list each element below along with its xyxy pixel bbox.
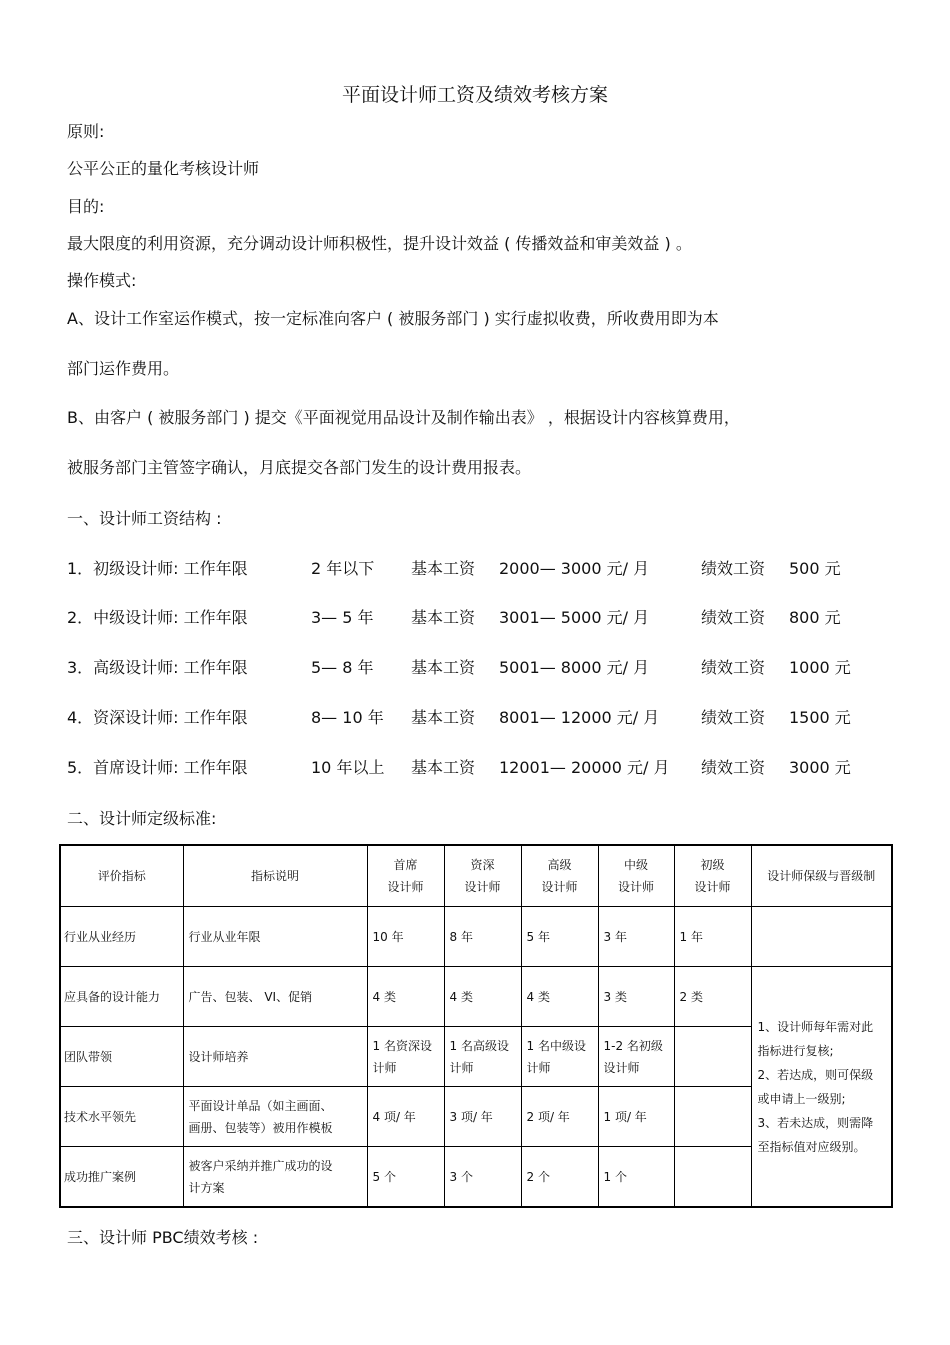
cell-senior-line2: 计师 (449, 1060, 474, 1075)
salary-base-label: 基本工资 (411, 658, 476, 677)
cell-mid-line1: 1 个 (603, 1169, 627, 1184)
salary-years: 2 年以下 (311, 559, 375, 578)
section-heading-pbc: 三、设计师 PBC绩效考核 : (67, 1228, 259, 1247)
header-senior-line2: 设计师 (464, 880, 501, 894)
cell-description (183, 1147, 367, 1208)
salary-base: 2000— 3000 元/ 月 (499, 559, 650, 578)
header-senior-line1: 资深 (470, 858, 495, 872)
purpose-label: 目的: (67, 197, 105, 216)
cell-high-line1: 2 个 (526, 1169, 550, 1184)
header-chief-line1: 首席 (393, 858, 418, 872)
salary-perf-label: 绩效工资 (701, 658, 766, 677)
mode-b-line2: 被服务部门主管签字确认，月底提交各部门发生的设计费用报表。 (67, 458, 532, 477)
cell-chief (367, 1147, 444, 1208)
salary-base-label: 基本工资 (411, 758, 476, 777)
cell-chief (367, 967, 444, 1027)
cell-mid-line2: 设计师 (603, 1060, 640, 1075)
cell-senior-line1: 3 个 (449, 1169, 473, 1184)
header-high-line2: 设计师 (541, 880, 578, 894)
rule-note-line: 或申请上一级别; (757, 1091, 846, 1106)
purpose-text: 最大限度的利用资源，充分调动设计师积极性，提升设计效益 ( 传播效益和审美效益 ) 。 (67, 234, 692, 253)
salary-perf: 800 元 (789, 608, 841, 627)
salary-perf: 1500 元 (789, 708, 851, 727)
cell-mid-line1: 3 类 (603, 989, 627, 1004)
salary-base-label: 基本工资 (411, 608, 476, 627)
cell-indicator: 行业从业经历 (60, 907, 183, 967)
salary-years: 8— 10 年 (311, 708, 384, 727)
salary-row (67, 707, 927, 729)
mode-a-line2: 部门运作费用。 (67, 359, 180, 378)
salary-perf: 500 元 (789, 559, 841, 578)
cell-chief-line1: 4 项/ 年 (372, 1109, 416, 1124)
cell-description-line1: 平面设计单品（如主画面、 (188, 1098, 333, 1113)
cell-high-line1: 2 项/ 年 (526, 1109, 570, 1124)
document-title: 平面设计师工资及绩效考核方案 (341, 84, 608, 106)
cell-chief (367, 907, 444, 967)
principle-label: 原则: (67, 122, 105, 141)
cell-senior (444, 967, 521, 1027)
grading-standard-table (59, 844, 893, 1208)
salary-perf: 3000 元 (789, 758, 851, 777)
cell-chief-line1: 4 类 (372, 989, 396, 1004)
cell-mid (598, 967, 674, 1027)
cell-description-line2: 画册、包装等）被用作模板 (188, 1120, 333, 1135)
cell-senior-line1: 1 名高级设 (449, 1038, 509, 1053)
cell-mid (598, 907, 674, 967)
salary-base: 12001— 20000 元/ 月 (499, 758, 670, 777)
table-header-row (60, 845, 892, 907)
cell-senior (444, 907, 521, 967)
cell-senior (444, 1087, 521, 1147)
salary-years: 10 年以上 (311, 758, 385, 777)
cell-description (183, 1027, 367, 1087)
header-mid-line2: 设计师 (617, 880, 654, 894)
cell-rule-empty (751, 907, 892, 967)
rule-note-line: 指标进行复核; (757, 1043, 834, 1058)
header-senior (444, 845, 521, 907)
cell-junior (674, 1027, 751, 1087)
cell-junior: 2 类 (674, 967, 751, 1027)
cell-senior-line1: 3 项/ 年 (449, 1109, 493, 1124)
cell-senior-line1: 4 类 (449, 989, 473, 1004)
header-high (521, 845, 598, 907)
header-junior-line1: 初级 (700, 858, 725, 872)
salary-level: 3．高级设计师: 工作年限 (67, 658, 248, 677)
cell-description-line1: 广告、包装、 VI、促销 (188, 989, 313, 1004)
cell-senior-line1: 8 年 (449, 929, 473, 944)
cell-mid-line1: 1 项/ 年 (603, 1109, 647, 1124)
cell-high (521, 1087, 598, 1147)
cell-chief-line2: 计师 (372, 1060, 397, 1075)
cell-chief-line1: 1 名资深设 (372, 1038, 432, 1053)
header-junior (674, 845, 751, 907)
cell-chief-line1: 5 个 (372, 1169, 396, 1184)
rule-note-cell (751, 967, 892, 1208)
rule-note-line: 3、若未达成，则需降 (757, 1115, 874, 1130)
cell-description-line1: 行业从业年限 (188, 929, 261, 944)
salary-level: 4．资深设计师: 工作年限 (67, 708, 248, 727)
header-mid-line1: 中级 (623, 858, 648, 872)
cell-junior: 1 年 (674, 907, 751, 967)
cell-indicator: 应具备的设计能力 (60, 967, 183, 1027)
mode-b-line1: B、由客户 ( 被服务部门 ) 提交《平面视觉用品设计及制作输出表》 ，根据设计内容核算费用， (67, 408, 740, 427)
cell-junior (674, 1087, 751, 1147)
cell-high-line2: 计师 (526, 1060, 551, 1075)
cell-high-line1: 4 类 (526, 989, 550, 1004)
cell-senior (444, 1027, 521, 1087)
salary-row (67, 558, 927, 580)
header-description: 指标说明 (183, 845, 367, 907)
rule-note-line: 2、若达成，则可保级 (757, 1067, 874, 1082)
rule-note-line: 1、设计师每年需对此 (757, 1019, 874, 1034)
salary-base-label: 基本工资 (411, 708, 476, 727)
header-indicator: 评价指标 (60, 845, 183, 907)
cell-description (183, 967, 367, 1027)
cell-indicator: 成功推广案例 (60, 1147, 183, 1208)
cell-indicator: 技术水平领先 (60, 1087, 183, 1147)
cell-chief (367, 1087, 444, 1147)
mode-label: 操作模式: (67, 271, 137, 290)
salary-perf-label: 绩效工资 (701, 758, 766, 777)
cell-description-line2: 计方案 (188, 1180, 225, 1195)
salary-base-label: 基本工资 (411, 559, 476, 578)
salary-level: 5．首席设计师: 工作年限 (67, 758, 248, 777)
salary-base: 3001— 5000 元/ 月 (499, 608, 650, 627)
cell-high-line1: 5 年 (526, 929, 550, 944)
header-junior-line2: 设计师 (694, 880, 731, 894)
cell-description-line1: 设计师培养 (188, 1049, 249, 1064)
section-heading-salary: 一、设计师工资结构 : (67, 509, 222, 528)
mode-a-line1: A、设计工作室运作模式，按一定标准向客户 ( 被服务部门 ) 实行虚拟收费，所收费用即为本 (67, 309, 719, 328)
cell-indicator: 团队带领 (60, 1027, 183, 1087)
cell-mid-line1: 3 年 (603, 929, 627, 944)
header-chief-line2: 设计师 (387, 880, 424, 894)
header-chief (367, 845, 444, 907)
cell-senior (444, 1147, 521, 1208)
cell-mid (598, 1027, 674, 1087)
cell-chief-line1: 10 年 (372, 929, 404, 944)
salary-base: 8001— 12000 元/ 月 (499, 708, 660, 727)
cell-mid-line1: 1-2 名初级 (603, 1038, 663, 1053)
salary-years: 3— 5 年 (311, 608, 374, 627)
salary-perf-label: 绩效工资 (701, 559, 766, 578)
cell-description (183, 1087, 367, 1147)
salary-row (67, 607, 927, 629)
rule-note-line: 至指标值对应级别。 (757, 1139, 866, 1154)
salary-row (67, 757, 927, 779)
cell-high (521, 967, 598, 1027)
cell-description-line1: 被客户采纳并推广成功的设 (188, 1158, 333, 1173)
cell-mid (598, 1147, 674, 1208)
salary-level: 1．初级设计师: 工作年限 (67, 559, 248, 578)
cell-high (521, 907, 598, 967)
cell-description (183, 907, 367, 967)
cell-mid (598, 1087, 674, 1147)
salary-row (67, 657, 927, 679)
table-row (60, 907, 892, 967)
cell-high (521, 1027, 598, 1087)
salary-perf-label: 绩效工资 (701, 608, 766, 627)
header-rule: 设计师保级与晋级制 (751, 845, 892, 907)
header-high-line1: 高级 (547, 858, 572, 872)
section-heading-grading: 二、设计师定级标准: (67, 809, 217, 828)
principle-text: 公平公正的量化考核设计师 (67, 159, 260, 178)
salary-perf-label: 绩效工资 (701, 708, 766, 727)
cell-junior (674, 1147, 751, 1208)
salary-years: 5— 8 年 (311, 658, 374, 677)
salary-level: 2．中级设计师: 工作年限 (67, 608, 248, 627)
salary-perf: 1000 元 (789, 658, 851, 677)
cell-high-line1: 1 名中级设 (526, 1038, 586, 1053)
cell-high (521, 1147, 598, 1208)
table-row (60, 967, 892, 1027)
cell-chief (367, 1027, 444, 1087)
header-mid (598, 845, 674, 907)
salary-base: 5001— 8000 元/ 月 (499, 658, 650, 677)
